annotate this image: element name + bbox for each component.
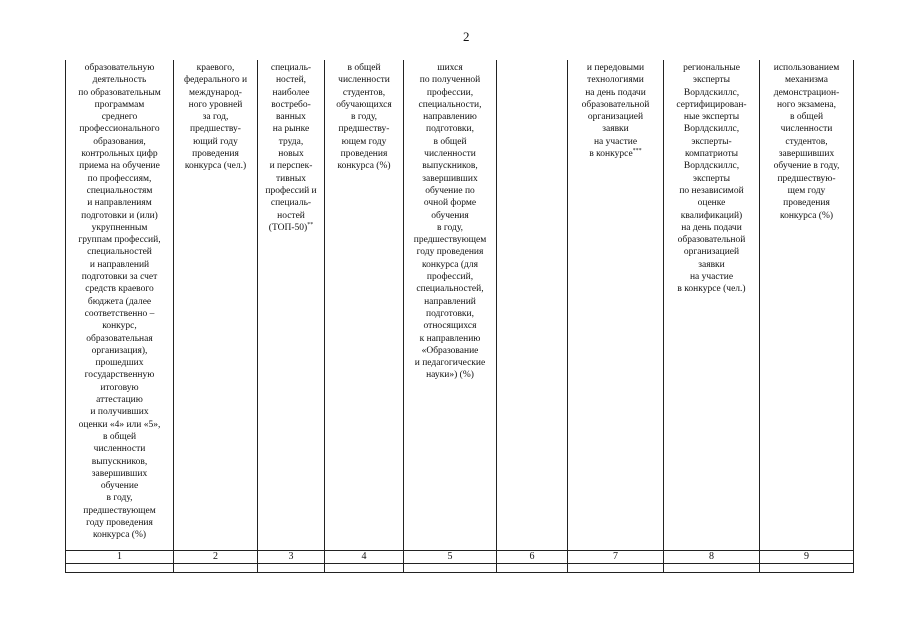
empty-cell-1 [66,564,174,573]
header-cell-7 [568,60,664,551]
empty-cell-9 [760,564,854,573]
header-cell-4 [325,60,404,551]
header-text-7: и передовыми технологиями на день подачи образовательной организацией заявки на участие в конкурсе [581,63,650,160]
column-number-2: 2 [174,551,258,564]
empty-data-row [66,564,854,573]
header-text-5: шихся по полученной профессии, специальности, направлению подготовки, в общей численности выпускников, завершивших обучение по очной форме обучения в году, предшествующем году проведения конкурса (для профессий, специальностей, направлений подготовки, относящихся к направлению «Образование и педагогические науки») (%) [413,63,487,381]
empty-cell-3 [258,564,325,573]
column-number-3: 3 [258,551,325,564]
header-text-1: образовательную деятельность по образовательным программам среднего профессионального образования, контрольных цифр приема на обучение по профессиям, специальностям и направлениям подготовки и (или) укрупненным группам профессий, специальностей и направлений подготовки за счет средств краевого бюджета (далее соответственно – конкурс, образовательная организация), прошедших государственную итоговую аттестацию и получивших оценки «4» или «5», в общей численности выпускников, завершивших обучение в году, предшествующем году проведения конкурса (%) [78,63,161,541]
empty-cell-2 [174,564,258,573]
header-cell-5 [404,60,497,551]
column-number-9: 9 [760,551,854,564]
table-header-row [66,60,854,551]
header-text-8: региональные эксперты Ворлдскиллс, сертифицирован- ные эксперты Ворлдскиллс, эксперты- компатриоты Ворлдскиллс, эксперты по независимой оценке квалификаций) на день подачи образовательной организацией заявки на участие в конкурсе (чел.) [676,63,747,295]
header-cell-3 [258,60,325,551]
header-text-4: в общей численности студентов, обучающихся в году, предшеству- ющем году проведения конкурса (%) [336,63,392,172]
column-number-row [66,551,854,564]
empty-cell-8 [664,564,760,573]
criteria-table [65,60,854,573]
header-cell-1 [66,60,174,551]
header-text-2: краевого, федерального и международ- ного уровней за год, предшеству- ющий году проведения конкурса (чел.) [183,63,248,172]
column-number-5: 5 [404,551,497,564]
header-cell-6 [497,60,568,551]
column-number-1: 1 [66,551,174,564]
empty-cell-7 [568,564,664,573]
column-number-4: 4 [325,551,404,564]
column-number-7: 7 [568,551,664,564]
header-cell-8 [664,60,760,551]
header-text-9: использованием механизма демонстрацион- ного экзамена, в общей численности студентов, завершивших обучение в году, предшествую- щем году проведения конкурса (%) [773,63,840,221]
header-text-3: специаль- ностей, наиболее востребо- ванных на рынке труда, новых и перспек- тивных профессий и специаль- ностей (ТОП-50) [265,63,317,233]
header-cell-2 [174,60,258,551]
header-sup-3: ** [307,221,314,228]
header-cell-9 [760,60,854,551]
column-number-6: 6 [497,551,568,564]
empty-cell-5 [404,564,497,573]
page-number: 2 [463,29,470,44]
empty-cell-4 [325,564,404,573]
empty-cell-6 [497,564,568,573]
column-number-8: 8 [664,551,760,564]
header-sup-7: *** [632,148,642,155]
